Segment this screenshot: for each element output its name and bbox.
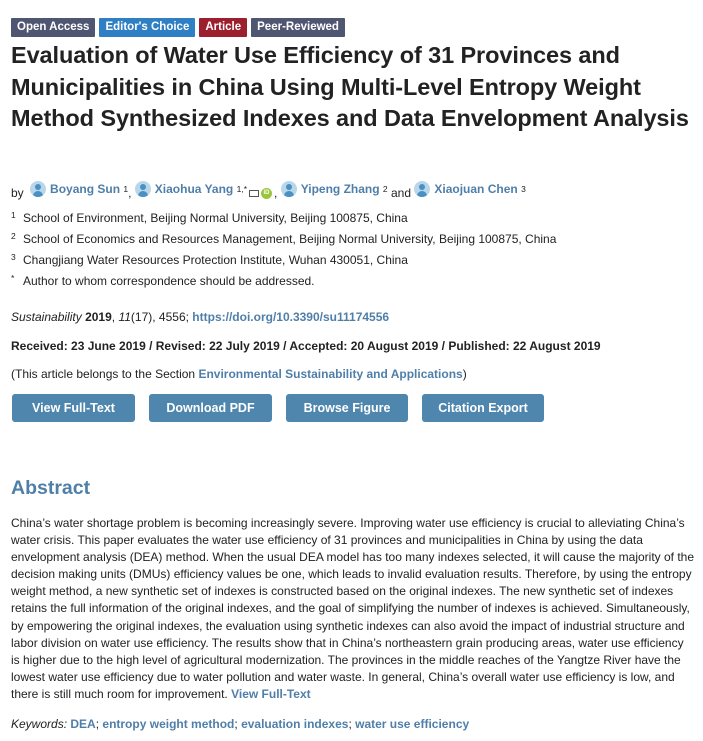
author-name[interactable]: Xiaohua Yang (154, 182, 234, 196)
article-title: Evaluation of Water Use Efficiency of 31 Provinces and Municipalities in China Using Multi-Level Entropy Weight Method Synthesized Indexes and Data Envelopment Analysis (11, 42, 689, 131)
affiliation-number: * (11, 273, 15, 283)
keywords-line: Keywords: DEA; entropy weight method; evaluation indexes; water use efficiency (11, 717, 470, 731)
author-list: by Boyang Sun $^1$, Xiaohua Yang $^{1,*}$ iD , Yipeng Zhang $^2$ and Xiaojuan Chen $^3$ (11, 182, 526, 200)
affiliation-number: 2 (11, 231, 16, 241)
affiliation-number: 3 (11, 252, 16, 262)
affiliation-item (11, 230, 556, 251)
citation-issue: (17) (130, 310, 153, 324)
citation-export-button[interactable]: Citation Export (422, 394, 544, 422)
download-pdf-button[interactable]: Download PDF (149, 394, 272, 422)
affiliation-item (11, 251, 556, 272)
abstract-view-full-text-link[interactable]: View Full-Text (231, 686, 311, 701)
author-name[interactable]: Xiaojuan Chen (434, 182, 518, 196)
journal-name: Sustainability (11, 310, 82, 324)
action-buttons (12, 394, 558, 422)
person-icon (135, 181, 151, 197)
author-name[interactable]: Yipeng Zhang (300, 182, 380, 196)
affiliation-item (11, 272, 556, 293)
browse-figure-button[interactable]: Browse Figure (286, 394, 408, 422)
person-icon (30, 181, 46, 197)
person-icon (281, 181, 297, 197)
abstract-text: China’s water shortage problem is becoming increasingly severe. Improving water use efficiency is crucial to alleviating China’s water crisis. This paper evaluates the water use efficiency of 31 provinces and municipalities in China by using the data envelopment analysis (DEA) method. When the usual DEA model has too many indexes selected, it will cause the majority of the decision making units (DMUs) efficiency values be one, which leads to invalid evaluation results. Therefore, by using the entropy weight method, a new synthetic set of indexes is constructed based on the original indexes. The new synthetic set of indexes retains the full information of the original indexes, and the goal of simplifying the number of indexes is achieved. Simultaneously, by empowering the original indexes, the evaluation using synthetic indexes can also avoid the impact of industrial structure and labor division on water use efficiency. The results show that in China’s northeastern grain producing areas, water use efficiency is higher due to the high level of agricultural modernization. The provinces in the middle reaches of the Yangtze River have the lowest water use efficiency due to water pollution and water waste. In general, China’s overall water use efficiency is low, and there is still much room for improvement. (11, 516, 695, 701)
author-affil-sup: 1,* (236, 184, 248, 194)
section-note (11, 367, 467, 381)
open-access-badge[interactable]: Open Access (11, 18, 95, 37)
peer-reviewed-badge[interactable]: Peer-Reviewed (251, 18, 345, 37)
author-yipeng-zhang[interactable] (281, 180, 380, 198)
editors-choice-badge[interactable]: Editor's Choice (99, 18, 195, 37)
abstract-body (11, 515, 694, 703)
author-affil-sup: 1 (123, 184, 129, 194)
email-icon[interactable] (249, 190, 259, 197)
affiliation-text: Changjiang Water Resources Protection Institute, Wuhan 430051, China (23, 253, 408, 267)
orcid-icon[interactable]: iD (261, 188, 272, 199)
doi-link[interactable]: https://doi.org/10.3390/su11174556 (192, 310, 390, 324)
author-affil-sup: 3 (521, 184, 526, 194)
keyword-link[interactable]: DEA (70, 717, 96, 731)
person-icon (414, 181, 430, 197)
affiliation-text: School of Environment, Beijing Normal University, Beijing 100875, China (23, 211, 408, 225)
affiliation-text: School of Economics and Resources Management, Beijing Normal University, Beijing 100875, China (23, 232, 557, 246)
citation-year: 2019 (85, 310, 112, 324)
citation-volume: 11 (118, 310, 131, 324)
author-affil-sup: 2 (382, 184, 388, 194)
author-name[interactable]: Boyang Sun (50, 182, 121, 196)
by-label: by (11, 186, 24, 200)
and-label: and (391, 186, 412, 200)
article-type-badge: Article (199, 18, 247, 37)
keyword-link[interactable]: evaluation indexes (241, 717, 349, 731)
author-xiaohua-yang[interactable] (135, 180, 233, 198)
keywords-label: Keywords: (11, 717, 68, 731)
citation-article: , 4556; (152, 310, 189, 324)
section-suffix: ) (462, 367, 467, 381)
affiliation-list (11, 209, 556, 293)
affiliation-text: Author to whom correspondence should be addressed. (23, 274, 315, 288)
view-full-text-button[interactable]: View Full-Text (12, 394, 135, 422)
keyword-link[interactable]: water use efficiency (355, 717, 470, 731)
affiliation-item (11, 209, 556, 230)
section-link[interactable]: Environmental Sustainability and Applications (198, 367, 463, 381)
citation-line: Sustainability 2019, 11(17), 4556; https://doi.org/10.3390/su11174556 (11, 310, 390, 324)
author-xiaojuan-chen[interactable] (414, 180, 517, 198)
section-prefix: (This article belongs to the Section (11, 367, 199, 381)
affiliation-number: 1 (11, 210, 16, 220)
badge-row (11, 18, 345, 37)
abstract-heading: Abstract (11, 477, 91, 499)
keyword-link[interactable]: entropy weight method (102, 717, 235, 731)
author-boyang-sun[interactable] (30, 180, 120, 198)
publication-dates: Received: 23 June 2019 / Revised: 22 July 2019 / Accepted: 20 August 2019 / Published: 22 August 2019 (11, 339, 601, 353)
